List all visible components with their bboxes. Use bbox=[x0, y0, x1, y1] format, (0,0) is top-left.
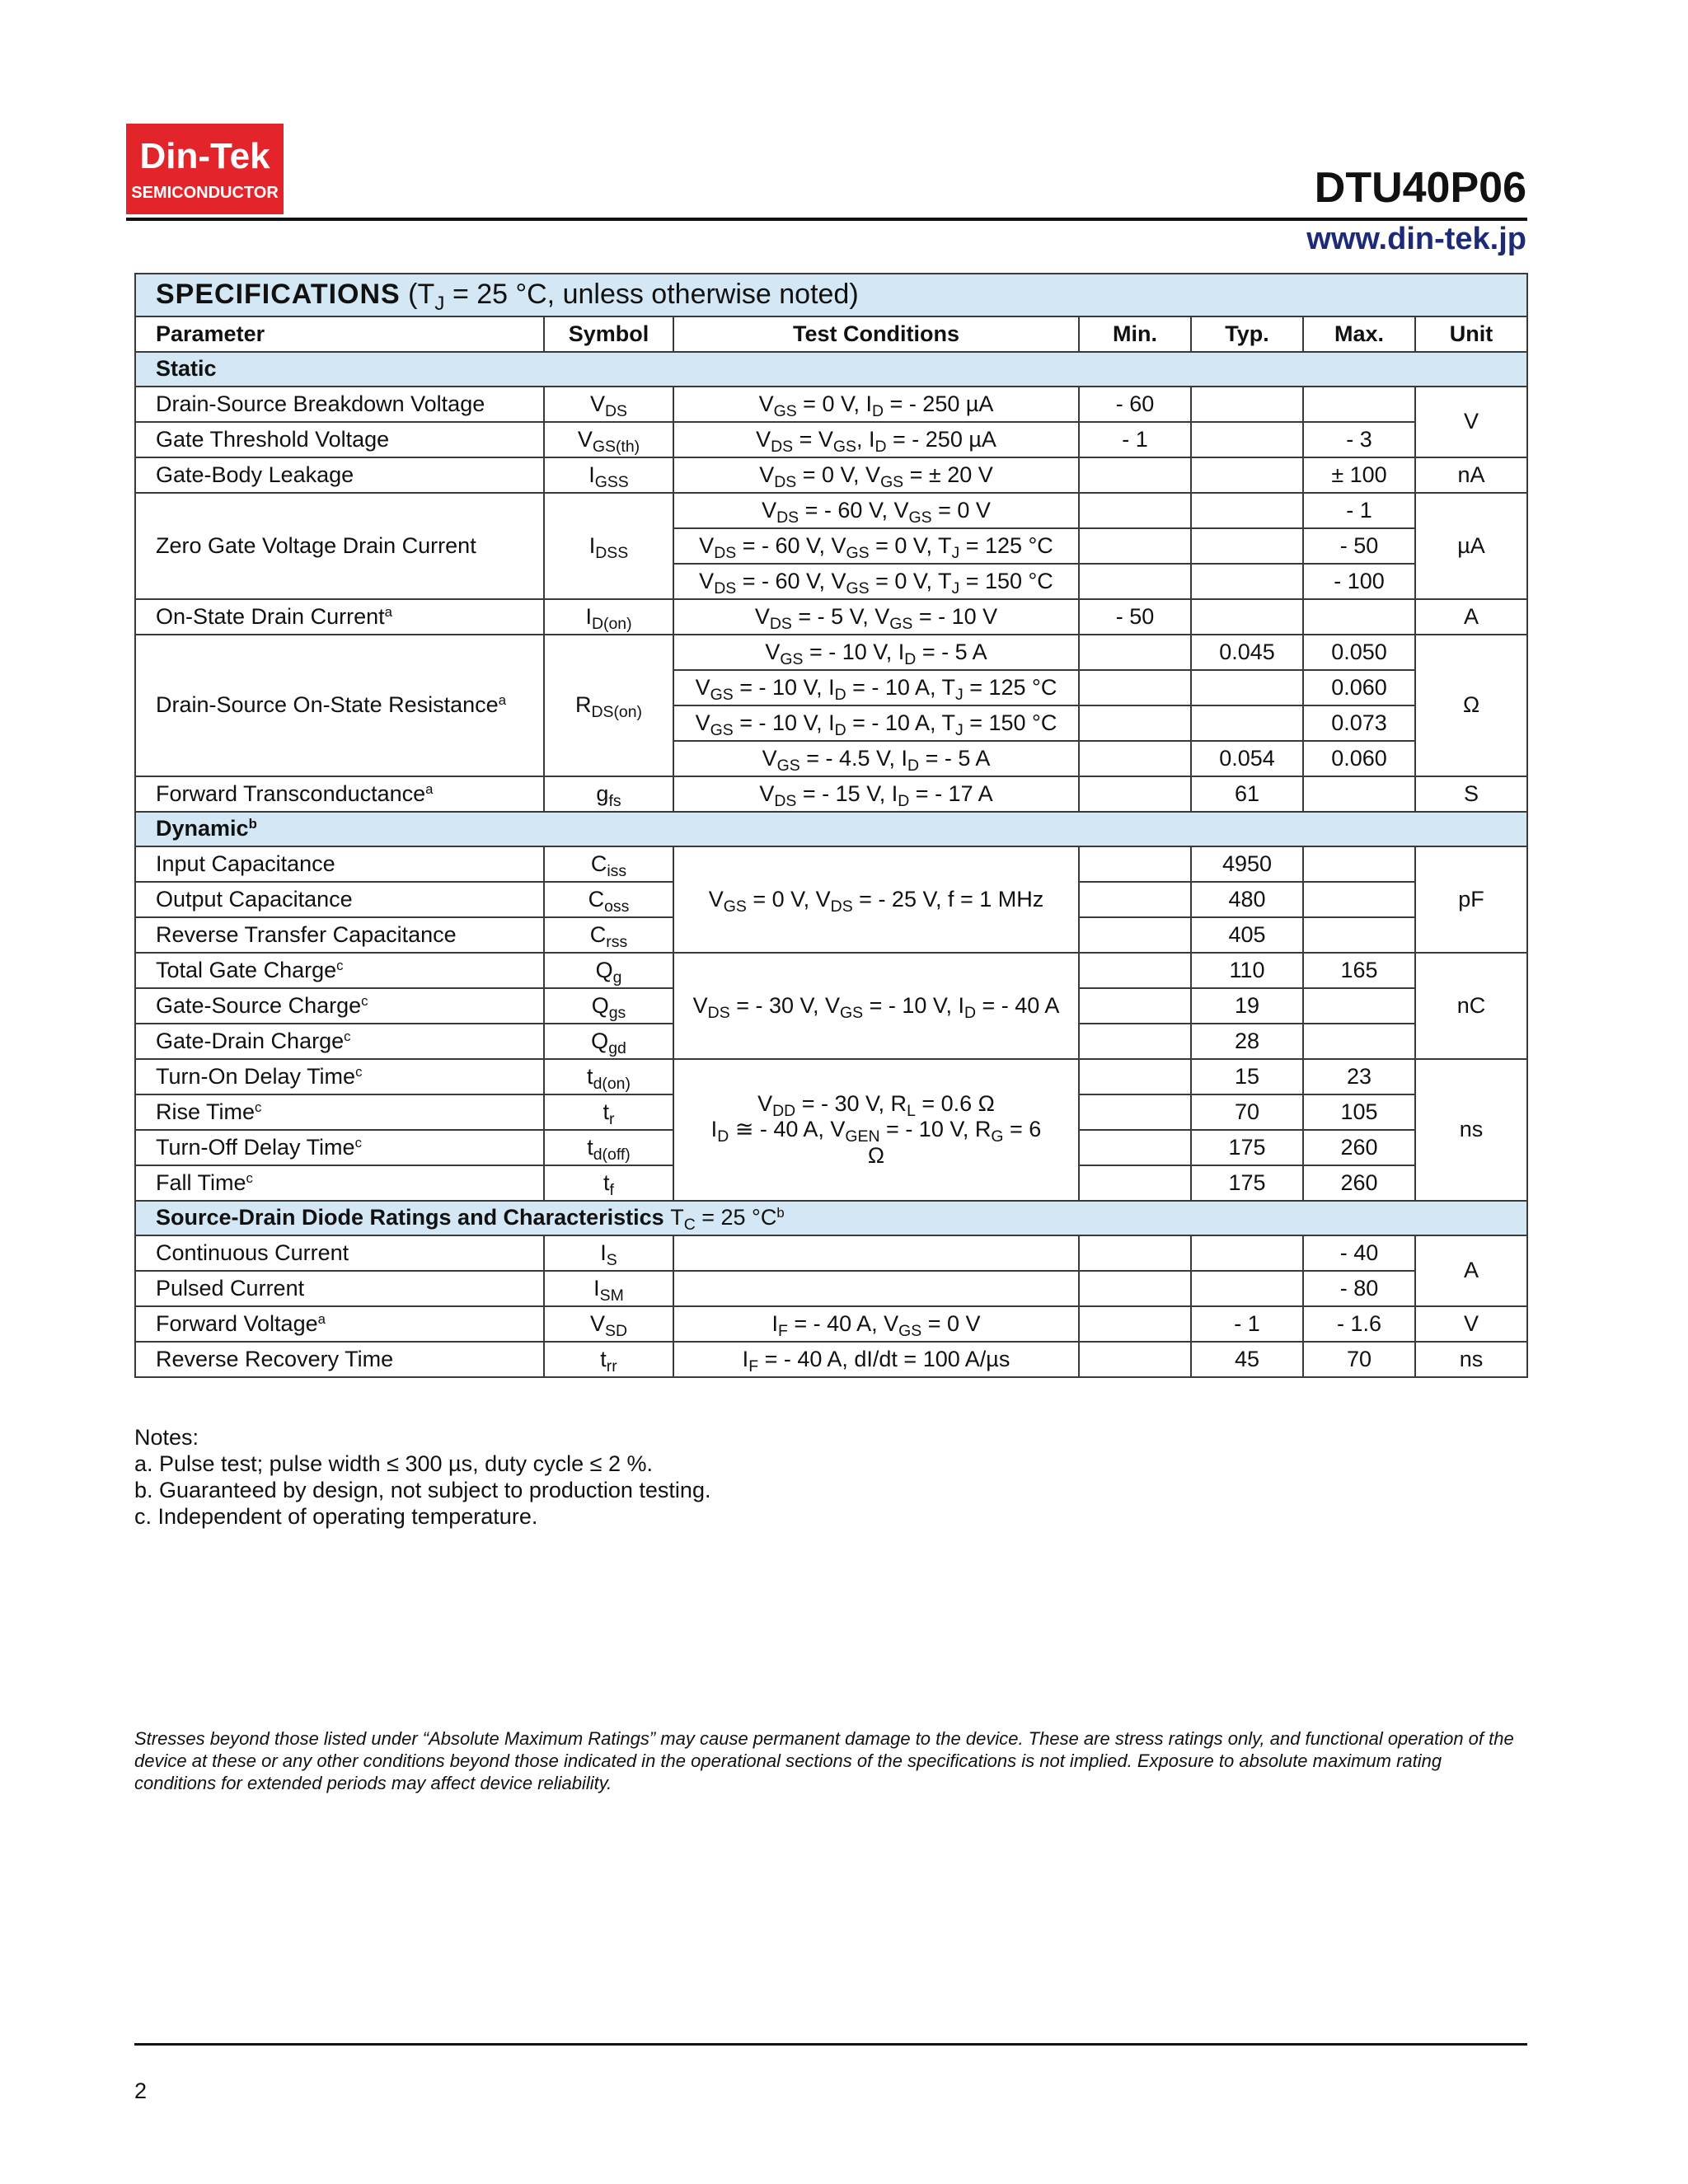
table-row: $V_{DS}$ = - 60 V, $V_{GS} = 0$ V, $T_J = 150$ °C - 100 bbox=[135, 564, 1527, 599]
logo-name: Din-Tek bbox=[139, 136, 270, 176]
test-condition: $V_{DD}$ = - 30 V, $R_L = 0.6$ Ω $I_D$ ≅ - 40 A, $V_{GEN}$ = - 10 V, $R_G = 6$ Ω bbox=[673, 1059, 1079, 1201]
table-row: Gate-Drain Charge$^c$ $Q_{gd}$ 28 bbox=[135, 1024, 1527, 1059]
table-row: Fall Time$^c$ $t_f$ 175 260 bbox=[135, 1165, 1527, 1201]
test-condition: $V_{DS}$ = - 30 V, $V_{GS}$ = - 10 V, $I_D$ = - 40 A bbox=[673, 953, 1079, 1059]
table-row: Zero Gate Voltage Drain Current $I_{DSS}$ $V_{DS}$ = - 60 V, $V_{GS} = 0$ V - 1 µA bbox=[135, 493, 1527, 528]
specifications-table bbox=[134, 273, 1528, 1378]
note-a: a. Pulse test; pulse width ≤ 300 µs, duty cycle ≤ 2 %. bbox=[134, 1451, 653, 1476]
table-title: SPECIFICATIONS ($T_J = 25$ °C, unless otherwise noted) bbox=[135, 274, 1527, 316]
test-condition: $V_{DS}$ = - 15 V, $I_D$ = - 17 A bbox=[673, 776, 1079, 812]
col-parameter: Parameter bbox=[135, 316, 544, 352]
test-condition: $V_{DS} = 0$ V, $V_{GS}$ = ± 20 V bbox=[673, 457, 1079, 493]
table-row: Rise Time$^c$ $t_r$ 70 105 bbox=[135, 1094, 1527, 1130]
table-row: Gate-Source Charge$^c$ $Q_{gs}$ 19 bbox=[135, 988, 1527, 1024]
unit: µA bbox=[1415, 493, 1527, 599]
col-max: Max. bbox=[1303, 316, 1415, 352]
table-row: Total Gate Charge$^c$ $Q_g$ $V_{DS}$ = - 30 V, $V_{GS}$ = - 10 V, $I_D$ = - 40 A 110 165 nC bbox=[135, 953, 1527, 988]
unit: S bbox=[1415, 776, 1527, 812]
test-condition: $I_F$ = - 40 A, dI/dt = 100 A/µs bbox=[673, 1342, 1079, 1377]
table-row: Reverse Transfer Capacitance $C_{rss}$ 405 bbox=[135, 917, 1527, 953]
page-number: 2 bbox=[134, 2079, 148, 2103]
test-condition: $V_{DS}$ = - 60 V, $V_{GS} = 0$ V, $T_J = 150$ °C bbox=[673, 564, 1079, 599]
table-row: $V_{GS}$ = - 10 V, $I_D$ = - 10 A, $T_J = 150$ °C 0.073 bbox=[135, 705, 1527, 741]
table-row: Drain-Source Breakdown Voltage $V_{DS}$ $V_{GS} = 0$ V, $I_D$ = - 250 µA - 60 V bbox=[135, 387, 1527, 422]
symbol: $I_{D(on)}$ bbox=[544, 599, 673, 635]
test-condition: $I_F$ = - 40 A, $V_{GS} = 0$ V bbox=[673, 1306, 1079, 1342]
symbol: $C_{oss}$ bbox=[544, 882, 673, 917]
col-min: Min. bbox=[1079, 316, 1191, 352]
symbol: $R_{DS(on)}$ bbox=[544, 635, 673, 776]
table-row: Input Capacitance $C_{iss}$ $V_{GS} = 0$ V, $V_{DS}$ = - 25 V, f = 1 MHz 4950 pF bbox=[135, 846, 1527, 882]
col-test-conditions: Test Conditions bbox=[673, 316, 1079, 352]
table-row: Output Capacitance $C_{oss}$ 480 bbox=[135, 882, 1527, 917]
symbol: $t_{rr}$ bbox=[544, 1342, 673, 1377]
symbol: $g_{fs}$ bbox=[544, 776, 673, 812]
unit: nA bbox=[1415, 457, 1527, 493]
test-condition: $V_{GS} = 0$ V, $I_D$ = - 250 µA bbox=[673, 387, 1079, 422]
unit: ns bbox=[1415, 1342, 1527, 1377]
test-condition: $V_{GS}$ = - 10 V, $I_D$ = - 10 A, $T_J = 150$ °C bbox=[673, 705, 1079, 741]
column-header-row bbox=[135, 316, 1527, 352]
symbol: $C_{iss}$ bbox=[544, 846, 673, 882]
section-static: Static bbox=[135, 352, 1527, 387]
unit: A bbox=[1415, 599, 1527, 635]
unit: pF bbox=[1415, 846, 1527, 953]
test-condition: $V_{DS}$ = - 60 V, $V_{GS} = 0$ V, $T_J = 125$ °C bbox=[673, 528, 1079, 564]
note-c: c. Independent of operating temperature. bbox=[134, 1504, 538, 1529]
col-typ: Typ. bbox=[1191, 316, 1303, 352]
footer-rule bbox=[134, 2043, 1527, 2046]
note-b: b. Guaranteed by design, not subject to production testing. bbox=[134, 1478, 711, 1502]
notes-heading: Notes: bbox=[134, 1425, 199, 1450]
table-row: Pulsed Current $I_{SM}$ - 80 bbox=[135, 1271, 1527, 1306]
symbol: $t_{d(off)}$ bbox=[544, 1130, 673, 1165]
table-row: Turn-Off Delay Time$^c$ $t_{d(off)}$ 175 260 bbox=[135, 1130, 1527, 1165]
col-symbol: Symbol bbox=[544, 316, 673, 352]
section-source-drain-diode: Source-Drain Diode Ratings and Characteristics $T_C = 25$ $^\circ C^b$ bbox=[135, 1201, 1527, 1235]
table-row: On-State Drain Current$^a$ $I_{D(on)}$ $V_{DS}$ = - 5 V, $V_{GS}$ = - 10 V - 50 A bbox=[135, 599, 1527, 635]
test-condition: $V_{GS}$ = - 10 V, $I_D$ = - 5 A bbox=[673, 635, 1079, 670]
symbol: $Q_{gs}$ bbox=[544, 988, 673, 1024]
test-condition: $V_{DS}$ = - 60 V, $V_{GS} = 0$ V bbox=[673, 493, 1079, 528]
test-condition: $V_{GS}$ = - 4.5 V, $I_D$ = - 5 A bbox=[673, 741, 1079, 776]
symbol: $I_{DSS}$ bbox=[544, 493, 673, 599]
table-row: Forward Voltage$^a$ $V_{SD}$ $I_F$ = - 40 A, $V_{GS} = 0$ V - 1 - 1.6 V bbox=[135, 1306, 1527, 1342]
test-condition: $V_{DS} = V_{GS}$, $I_D$ = - 250 µA bbox=[673, 422, 1079, 457]
unit: ns bbox=[1415, 1059, 1527, 1201]
unit: A bbox=[1415, 1235, 1527, 1306]
unit: V bbox=[1415, 1306, 1527, 1342]
symbol: $t_r$ bbox=[544, 1094, 673, 1130]
table-row: Drain-Source On-State Resistance$^a$ $R_{DS(on)}$ $V_{GS}$ = - 10 V, $I_D$ = - 5 A 0.045 0.050 Ω bbox=[135, 635, 1527, 670]
symbol: $V_{GS(th)}$ bbox=[544, 422, 673, 457]
table-row: Reverse Recovery Time $t_{rr}$ $I_F$ = - 40 A, dI/dt = 100 A/µs 45 70 ns bbox=[135, 1342, 1527, 1377]
notes bbox=[134, 1424, 710, 1530]
symbol: $I_{SM}$ bbox=[544, 1271, 673, 1306]
symbol: $t_f$ bbox=[544, 1165, 673, 1201]
unit: V bbox=[1415, 387, 1527, 457]
unit: nC bbox=[1415, 953, 1527, 1059]
symbol: $I_{GSS}$ bbox=[544, 457, 673, 493]
symbol: $Q_g$ bbox=[544, 953, 673, 988]
table-row: $V_{GS}$ = - 4.5 V, $I_D$ = - 5 A 0.054 0.060 bbox=[135, 741, 1527, 776]
symbol: $Q_{gd}$ bbox=[544, 1024, 673, 1059]
table-row: Turn-On Delay Time$^c$ $t_{d(on)}$ $V_{DD}$ = - 30 V, $R_L = 0.6$ Ω $I_D$ ≅ - 40 A, $V_{GEN}$ = - 10 V, $R_G = 6$ Ω 15 23 ns bbox=[135, 1059, 1527, 1094]
table-row: Gate-Body Leakage $I_{GSS}$ $V_{DS} = 0$ V, $V_{GS}$ = ± 20 V ± 100 nA bbox=[135, 457, 1527, 493]
table-row: $V_{GS}$ = - 10 V, $I_D$ = - 10 A, $T_J = 125$ °C 0.060 bbox=[135, 670, 1527, 705]
table-title-row bbox=[135, 274, 1527, 316]
test-condition: $V_{GS} = 0$ V, $V_{DS}$ = - 25 V, f = 1 MHz bbox=[673, 846, 1079, 953]
company-logo bbox=[126, 124, 284, 214]
disclaimer: Stresses beyond those listed under “Absolute Maximum Ratings” may cause permanent damage to the device. These are stress ratings only, and functional operation of the device at these or any other conditions beyond those indicated in the operational sections of the specifications is not implied. Exposure to absolute maximum rating conditions for extended periods may affect device reliability. bbox=[134, 1728, 1514, 1793]
col-unit: Unit bbox=[1415, 316, 1527, 352]
symbol: $I_S$ bbox=[544, 1235, 673, 1271]
unit: Ω bbox=[1415, 635, 1527, 776]
table-row: $V_{DS}$ = - 60 V, $V_{GS} = 0$ V, $T_J = 125$ °C - 50 bbox=[135, 528, 1527, 564]
section-dynamic: Dynamic$^b$ bbox=[135, 812, 1527, 846]
symbol: $C_{rss}$ bbox=[544, 917, 673, 953]
test-condition: $V_{GS}$ = - 10 V, $I_D$ = - 10 A, $T_J = 125$ °C bbox=[673, 670, 1079, 705]
symbol: $V_{SD}$ bbox=[544, 1306, 673, 1342]
test-condition: $V_{DS}$ = - 5 V, $V_{GS}$ = - 10 V bbox=[673, 599, 1079, 635]
table-row: Gate Threshold Voltage $V_{GS(th)}$ $V_{DS} = V_{GS}$, $I_D$ = - 250 µA - 1 - 3 bbox=[135, 422, 1527, 457]
part-number: DTU40P06 bbox=[1314, 164, 1526, 212]
table-row: Forward Transconductance$^a$ $g_{fs}$ $V_{DS}$ = - 15 V, $I_D$ = - 17 A 61 S bbox=[135, 776, 1527, 812]
symbol: $V_{DS}$ bbox=[544, 387, 673, 422]
symbol: $t_{d(on)}$ bbox=[544, 1059, 673, 1094]
website-link[interactable]: www.din-tek.jp bbox=[1306, 222, 1526, 256]
table-row: Continuous Current $I_S$ - 40 A bbox=[135, 1235, 1527, 1271]
logo-subtitle: SEMICONDUCTOR bbox=[131, 184, 279, 202]
